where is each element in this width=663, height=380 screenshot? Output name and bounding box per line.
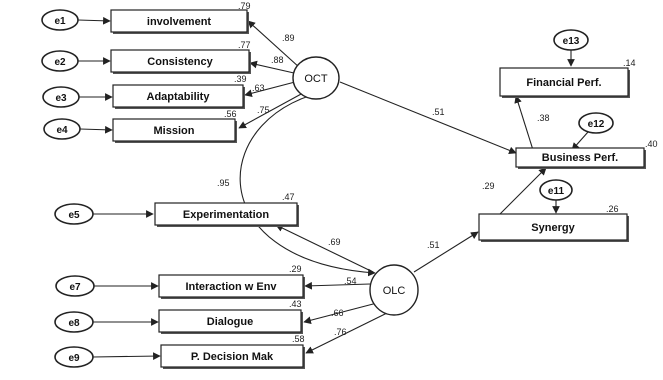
latent-label-oct: OCT [304, 73, 328, 85]
edge-olc-interaction [305, 284, 370, 286]
error-e1 [42, 10, 78, 30]
path-business-financial: .38 [537, 113, 550, 123]
node-experimentation [155, 203, 299, 227]
node-label-decision: P. Decision Mak [190, 351, 274, 363]
node-label-involvement: involvement [146, 16, 212, 28]
error-e2 [42, 51, 78, 71]
error-label-e7: e7 [69, 282, 81, 293]
error-label-e11: e11 [547, 186, 565, 197]
path-oct-business: .51 [432, 107, 445, 117]
node-decision [161, 345, 305, 369]
error-label-e12: e12 [587, 119, 605, 130]
error-e11 [540, 180, 572, 200]
error-label-e1: e1 [54, 16, 66, 27]
edge-e4-mission [80, 129, 112, 130]
edge-olc-synergy [414, 232, 478, 272]
edge-oct-business [340, 82, 516, 153]
node-mission [113, 119, 237, 143]
error-label-e4: e4 [56, 125, 68, 136]
error-label-e8: e8 [68, 318, 80, 329]
r2-experimentation: .47 [282, 192, 295, 202]
r2-financial: .14 [623, 58, 636, 68]
node-label-business: Business Perf. [541, 152, 619, 164]
error-e13 [554, 30, 588, 50]
error-e4 [44, 119, 80, 139]
error-e9 [55, 347, 93, 367]
latent-olc [370, 265, 418, 315]
error-label-e13: e13 [562, 36, 580, 47]
node-financial [500, 68, 630, 98]
path-olc-synergy: .51 [427, 240, 440, 250]
node-label-adaptability: Adaptability [146, 91, 210, 103]
node-label-interaction: Interaction w Env [185, 281, 277, 293]
error-e7 [56, 276, 94, 296]
r2-involvement: .79 [238, 1, 251, 11]
error-label-e3: e3 [55, 93, 67, 104]
edge-synergy-business [500, 168, 546, 214]
r2-synergy: .26 [606, 204, 619, 214]
edge-e12-business [572, 132, 588, 150]
path-olc-interaction: .54 [344, 276, 357, 286]
node-dialogue [159, 310, 303, 334]
r2-interaction: .29 [289, 264, 302, 274]
error-e8 [55, 312, 93, 332]
r2-dialogue: .43 [289, 299, 302, 309]
edge-business-financial [516, 96, 533, 150]
path-olc-experimentation: .69 [328, 237, 341, 247]
error-e5 [55, 204, 93, 224]
node-adaptability [113, 85, 245, 109]
path-olc-decision: .76 [334, 327, 347, 337]
node-label-financial: Financial Perf. [526, 77, 602, 89]
path-oct-adaptability: .63 [252, 83, 265, 93]
r2-business: .40 [645, 139, 658, 149]
edge-oct-mission [239, 93, 303, 128]
node-synergy [479, 214, 629, 242]
r2-mission: .56 [224, 109, 237, 119]
r2-decision: .58 [292, 334, 305, 344]
edge-e9-decision [93, 356, 160, 357]
node-label-consistency: Consistency [147, 56, 213, 68]
node-interaction [159, 275, 305, 299]
node-business [516, 148, 646, 169]
node-label-experimentation: Experimentation [182, 209, 270, 221]
node-label-dialogue: Dialogue [206, 316, 254, 328]
error-label-e9: e9 [68, 353, 80, 364]
error-e3 [43, 87, 79, 107]
path-oct-consistency: .88 [271, 55, 284, 65]
path-synergy-business: .29 [482, 181, 495, 191]
node-consistency [111, 50, 251, 74]
node-involvement [111, 10, 249, 34]
r2-consistency: .77 [238, 40, 251, 50]
edge-oct-olc-covariance [240, 90, 375, 273]
latent-label-olc: OLC [382, 285, 406, 297]
error-e12 [579, 113, 613, 133]
node-label-mission: Mission [153, 125, 195, 137]
node-label-synergy: Synergy [531, 222, 575, 234]
path-oct-mission: .75 [257, 105, 270, 115]
r2-adaptability: .39 [234, 74, 247, 84]
edge-e1-involvement [78, 20, 110, 21]
path-oct-olc: .95 [217, 178, 230, 188]
error-label-e5: e5 [68, 210, 80, 221]
latent-oct [293, 57, 339, 99]
path-olc-dialogue: .66 [331, 308, 344, 318]
error-label-e2: e2 [54, 57, 66, 68]
path-oct-involvement: .89 [282, 33, 295, 43]
